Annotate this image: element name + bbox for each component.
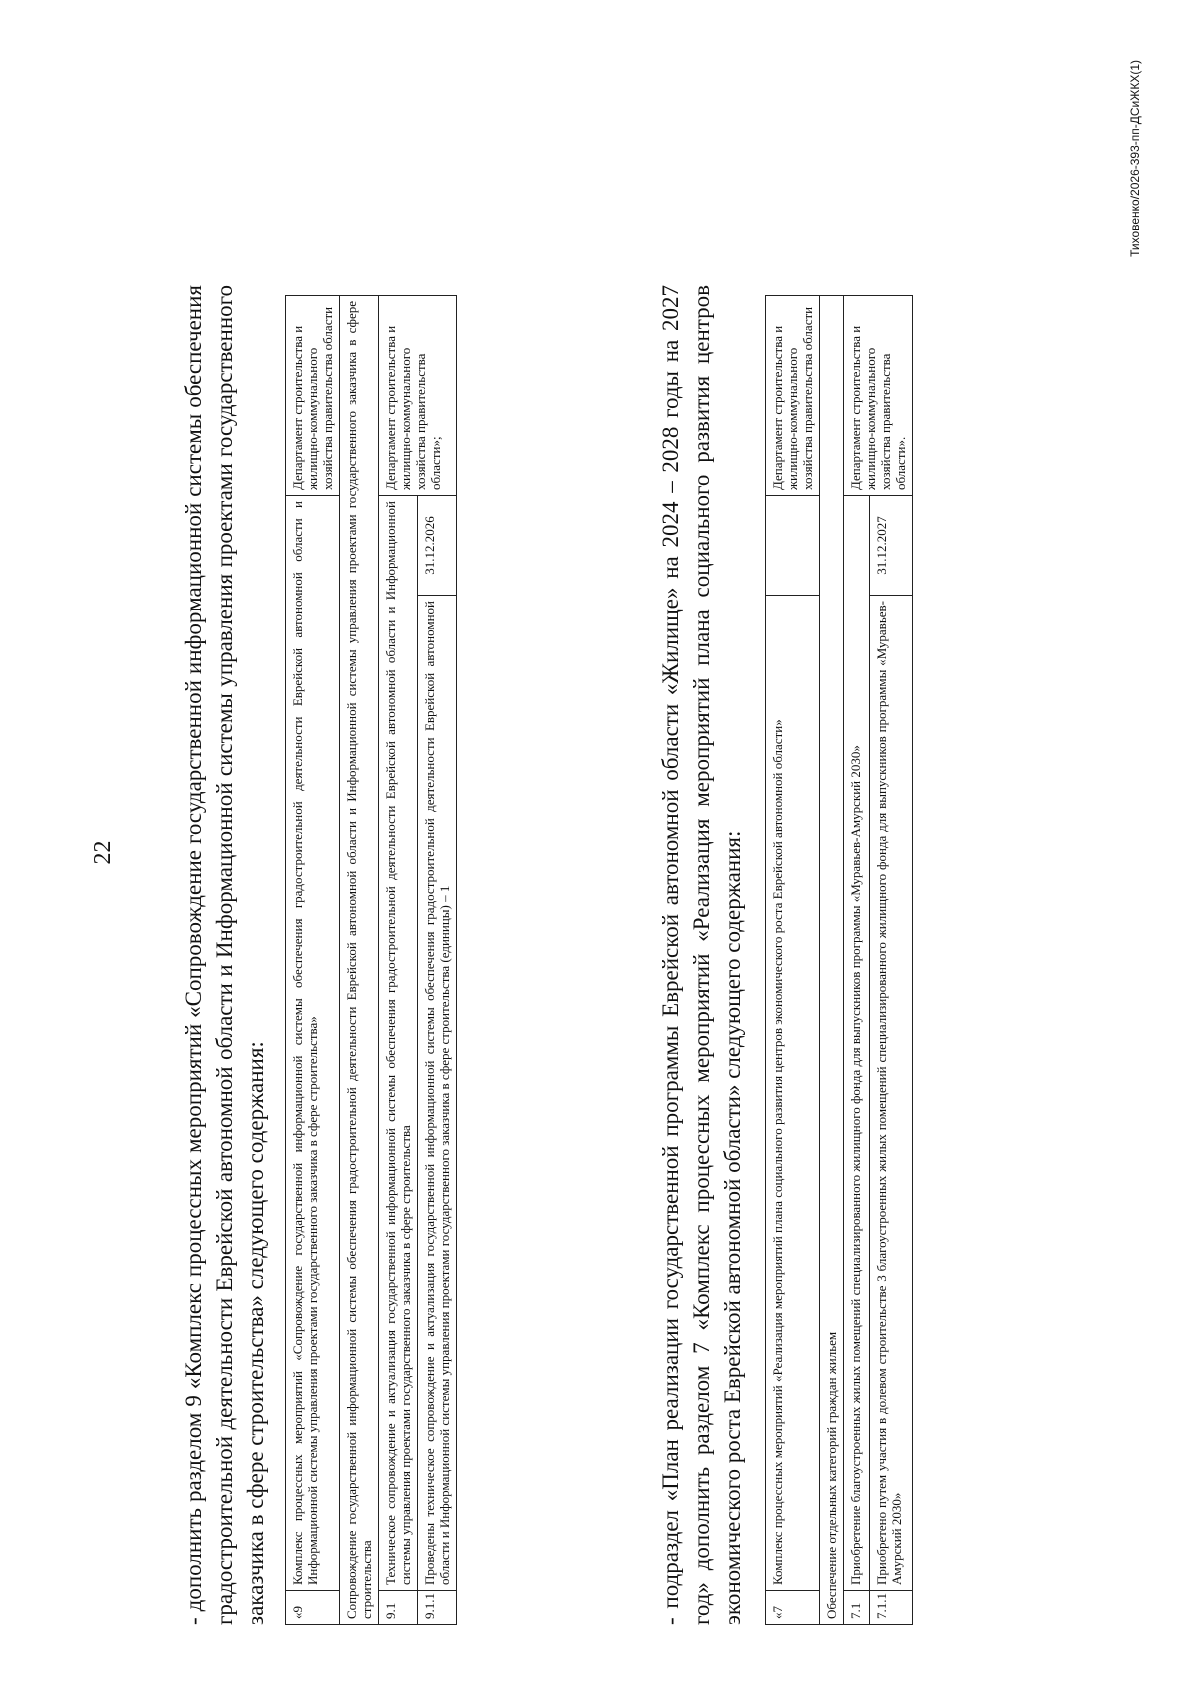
- row-responsible: Департамент строительства и жилищно-коммунального хозяйства правительства области»;: [379, 296, 457, 496]
- row-text: Обеспечение отдельных категорий граждан жильем: [820, 296, 844, 1625]
- table-row: [844, 296, 870, 1625]
- table-row: [766, 296, 820, 1625]
- document-footer-id: Тиховенко/2026-393-пп-ДСиЖКХ(1): [1128, 60, 1142, 257]
- table-section-7: [765, 295, 913, 1625]
- row-date: 31.12.2026: [418, 496, 457, 596]
- row-number: 9.1.1: [418, 1591, 457, 1625]
- row-text: Комплекс процессных мероприятий «Реализация мероприятий плана социального развития центров экономического роста Еврейской автономной области»: [766, 596, 820, 1591]
- table-row: [286, 296, 340, 1625]
- row-number: «9: [286, 1591, 340, 1625]
- page-number: 22: [90, 840, 116, 865]
- row-text: Комплекс процессных мероприятий «Сопровождение государственной информационной системы обеспечения градостроительной деятельности Еврейской автономной области и Информационной системы управления проектами государственного заказчика в сфере строительства»: [286, 496, 340, 1591]
- row-text: Техническое сопровождение и актуализация государственной информационной системы обеспечения градостроительной деятельности Еврейской автономной области и Информационной системы управления проектами государственного заказчика в сфере строительства: [379, 496, 418, 1591]
- row-text: Приобретение благоустроенных жилых помещений специализированного жилищного фонда для выпускников программы «Муравьев-Амурский 2030»: [844, 496, 870, 1591]
- paragraph-section-7: - подраздел «План реализации государственной программы Еврейской автономной области «Жилище» на 2024 – 2028 годы на 2027 год» дополнить разделом 7 «Комплекс процессных мероприятий «Реализация мероприятий плана социального развития центров экономического роста Еврейской автономной области» следующего содержания:: [658, 285, 745, 1625]
- row-responsible: Департамент строительства и жилищно-коммунального хозяйства правительства области: [766, 296, 820, 496]
- empty-cell: [766, 496, 820, 596]
- table-section-9: [285, 295, 457, 1625]
- row-number: 9.1: [379, 1591, 418, 1625]
- table-row: [870, 296, 913, 1625]
- row-date: 31.12.2027: [870, 496, 913, 596]
- row-number: 7.1: [844, 1591, 870, 1625]
- table-row: [340, 296, 379, 1625]
- paragraph-section-9: - дополнить разделом 9 «Комплекс процессных мероприятий «Сопровождение государственной информационной системы обеспечения градостроительной деятельности Еврейской автономной области и Информационной системы управления проектами государственного заказчика в сфере строительства» следующего содержания:: [181, 285, 268, 1625]
- table-row: [418, 296, 457, 1625]
- row-text: Проведены техническое сопровождение и актуализация государственной информационной системы обеспечения градостроительной деятельности Еврейской автономной области и Информационной системы управления проектами государственного заказчика в сфере строительства (единицы) – 1: [418, 596, 457, 1591]
- table-row: [820, 296, 844, 1625]
- row-responsible: Департамент строительства и жилищно-коммунального хозяйства правительства области».: [844, 296, 913, 496]
- row-text: Приобретено путем участия в долевом строительстве 3 благоустроенных жилых помещений специализированного жилищного фонда для выпускников программы «Муравьев-Амурский 2030»: [870, 596, 913, 1591]
- row-text: Сопровождение государственной информационной системы обеспечения градостроительной деятельности Еврейской автономной области и Информационной системы управления проектами государственного заказчика в сфере строительства: [340, 296, 379, 1625]
- table-row: [379, 296, 418, 1625]
- row-number: «7: [766, 1591, 820, 1625]
- row-responsible: Департамент строительства и жилищно-коммунального хозяйства правительства области: [286, 296, 340, 496]
- row-number: 7.1.1: [870, 1591, 913, 1625]
